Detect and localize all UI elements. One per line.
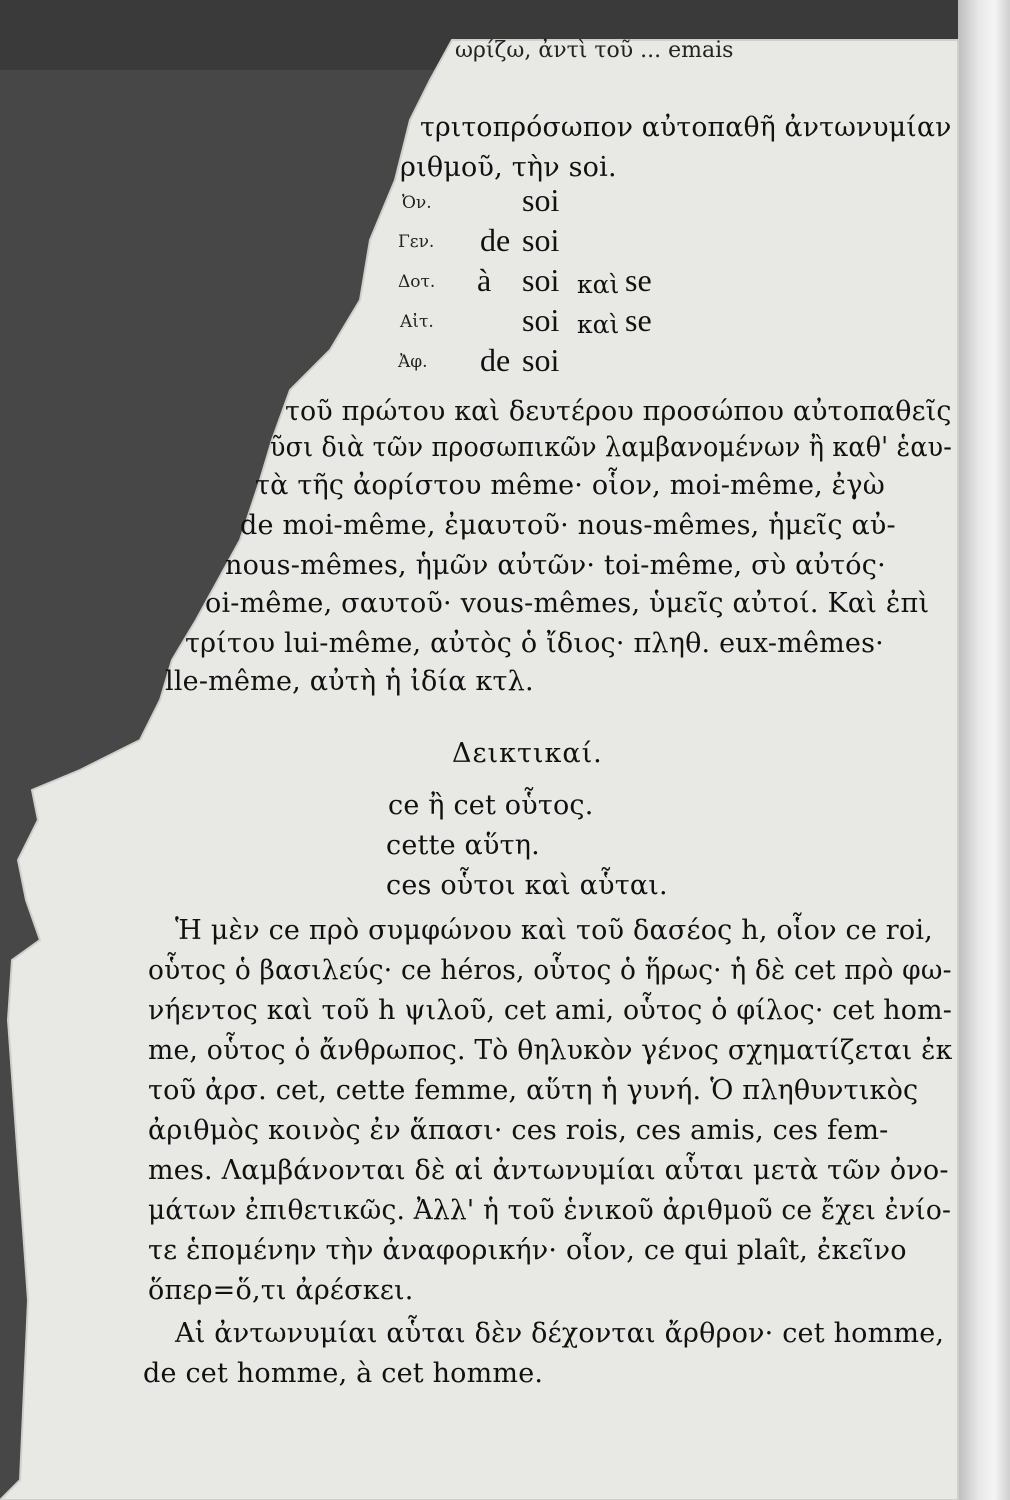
form: soi [522,222,560,258]
case-label: Αἰτ. [400,312,434,332]
form: soi [522,182,560,218]
body-line-7: τρίτου lui-même, αὐτὸς ὁ ἴδιος· πληθ. eux-mêmes· [185,628,884,659]
form: soi [522,342,560,378]
alt-form: se [625,262,652,298]
paragraph-line: mes. Λαμβάνονται δὲ αἱ ἀντωνυμίαι αὗται μετὰ τῶν ὀνο- [148,1155,949,1186]
torn-top-fragment: ωρίζω, ἀντὶ τοῦ ... emais [455,38,734,63]
preposition: à [477,262,492,298]
case-label: Δοτ. [398,272,436,292]
case-label: Γεν. [398,232,435,252]
paragraph-line: οὗτος ὁ βασιλεύς· ce héros, οὗτος ὁ ἥρως· ἡ δὲ cet πρὸ φω- [148,955,952,986]
paragraph-line: μάτων ἐπιθετικῶς. Ἀλλ' ἡ τοῦ ἑνικοῦ ἀριθμοῦ ce ἔχει ἐνίο- [148,1195,952,1226]
demonstrative-line-1: ce ἢ cet οὗτος. [388,790,594,821]
conjunction: καὶ [577,270,620,299]
alt-form: se [625,302,652,338]
section-heading: Δεικτικαί. [452,738,603,769]
body-line-5: nous-mêmes, ἡμῶν αὐτῶν· toi-même, σὺ αὐτός· [225,550,886,581]
case-label: Ἀφ. [398,352,428,372]
paragraph-line: Αἱ ἀντωνυμίαι αὗται δὲν δέχονται ἄρθρον· cet homme, [175,1318,945,1349]
demonstrative-line-3: ces οὗτοι καὶ αὗται. [386,870,668,901]
body-line-6: oi-même, σαυτοῦ· vous-mêmes, ὑμεῖς αὐτοί. Καὶ ἐπὶ [205,588,930,619]
case-label: Ὀν. [402,193,432,213]
demonstrative-line-2: cette αὕτη. [386,830,540,861]
paragraph-line: τοῦ ἀρσ. cet, cette femme, αὕτη ἡ γυνή. Ὁ πληθυντικὸς [148,1075,919,1106]
header-line-1: τριτοπρόσωπον αὐτοπαθῆ ἀντωνυμίαν [420,112,952,143]
paragraph-line: me, οὗτος ὁ ἄνθρωπος. Τὸ θηλυκὸν γένος σχηματίζεται ἐκ [148,1035,953,1066]
body-line-4: de moi-même, ἐμαυτοῦ· nous-mêmes, ἡμεῖς αὐ- [240,510,896,541]
preposition: de [480,342,511,378]
paragraph-line: ἀριθμὸς κοινὸς ἐν ἅπασι· ces rois, ces amis, ces fem- [148,1115,889,1146]
form: soi [522,262,560,298]
paragraph-line: de cet homme, à cet homme. [143,1358,544,1389]
paragraph-line: ὅπερ=ὅ,τι ἀρέσκει. [148,1275,414,1306]
body-line-8: lle-même, αὐτὴ ἡ ἰδία κτλ. [165,666,534,697]
form: soi [522,302,560,338]
header-line-2: ριθμοῦ, τὴν soi. [400,152,617,183]
body-line-3: τὰ τῆς ἀορίστου même· οἷον, moi-même, ἐγὼ [255,470,885,501]
paragraph-line: τε ἑπομένην τὴν ἀναφορικήν· οἷον, ce qui plaît, ἐκεῖνο [148,1235,907,1266]
torn-page-shape [0,40,958,1500]
preposition: de [480,222,511,258]
paragraph-line: Ἡ μὲν ce πρὸ συμφώνου καὶ τοῦ δασέος h, οἷον ce roi, [175,915,933,946]
paragraph-line: νήεντος καὶ τοῦ h ψιλοῦ, cet ami, οὗτος ὁ φίλος· cet hom- [148,995,953,1026]
body-line-2: ῦσι διὰ τῶν προσωπικῶν λαμβανομένων ἢ καθ' ἑαυ- [270,432,953,463]
conjunction: καὶ [577,310,620,339]
body-line-1: τοῦ πρώτου καὶ δευτέρου προσώπου αὐτοπαθεῖς [285,396,952,427]
